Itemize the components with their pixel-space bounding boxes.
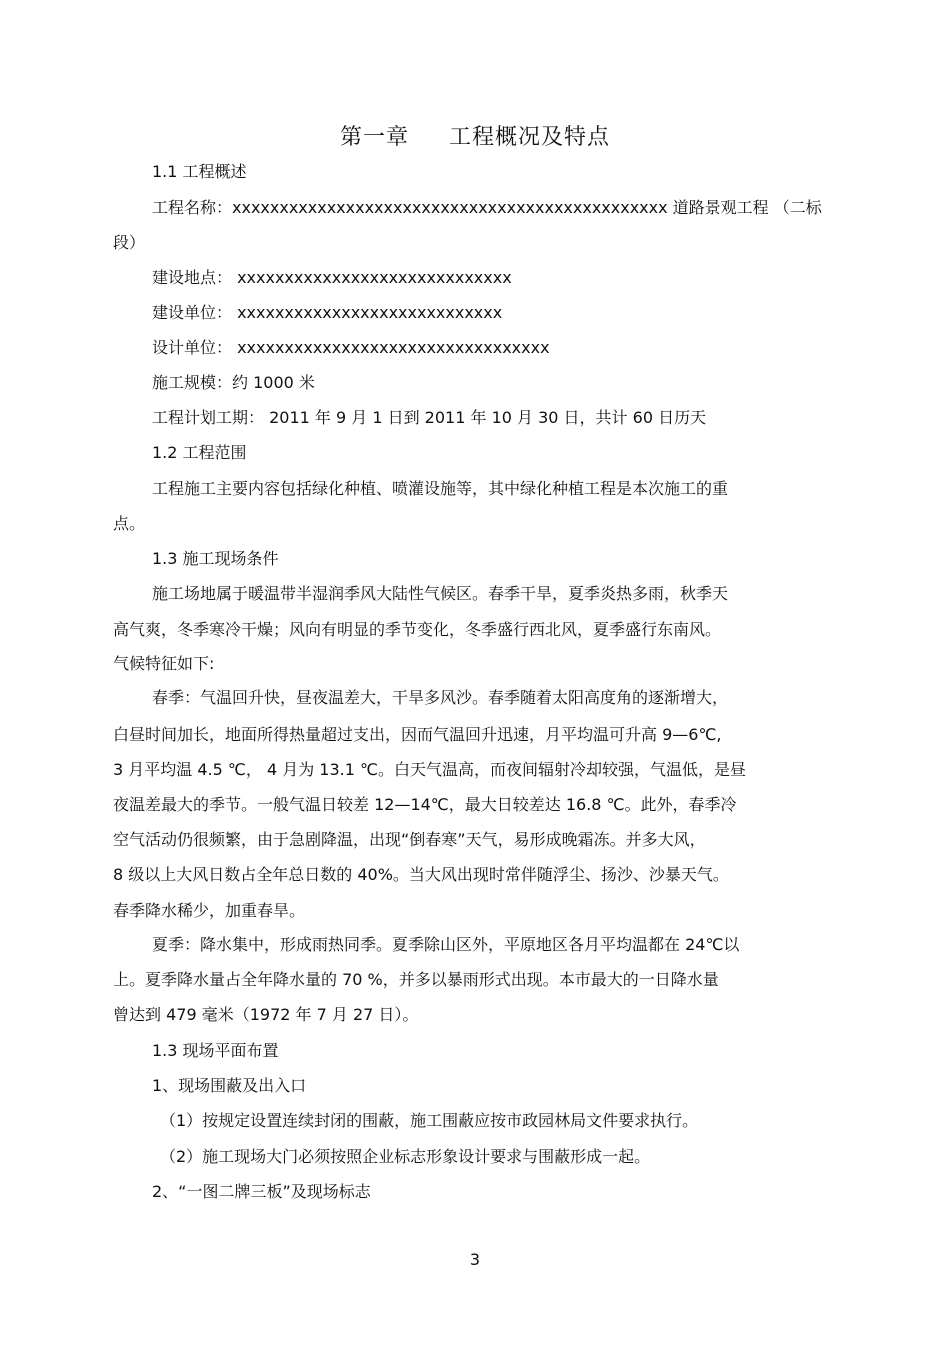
scale-line: 施工规模：约 1000 米 [152,373,315,392]
text-line: 点。 [113,514,146,533]
section-heading-1-3: 1.3 施工现场条件 [152,549,279,568]
text-line: 高气爽，冬季寒冷干燥；风向有明显的季节变化，冬季盛行西北风，夏季盛行东南风。 [113,620,722,639]
section-heading-site-layout: 1.3 现场平面布置 [152,1041,279,1060]
text-line: 工程施工主要内容包括绿化种植、喷灌设施等，其中绿化种植工程是本次施工的重 [152,479,729,498]
construction-site-line: 建设地点： xxxxxxxxxxxxxxxxxxxxxxxxxxxxx [152,268,512,287]
list-item: （1）按规定设置连续封闭的围蔽，施工围蔽应按市政园林局文件要求执行。 [160,1111,699,1130]
text-line: 夏季：降水集中，形成雨热同季。夏季除山区外，平原地区各月平均温都在 24℃以 [152,935,740,954]
text-line: 春季降水稀少，加重春旱。 [113,901,306,920]
subsection-heading: 1、现场围蔽及出入口 [152,1076,307,1095]
text-line: 施工场地属于暖温带半湿润季风大陆性气候区。春季干旱，夏季炎热多雨，秋季天 [152,584,729,603]
text-line: 3 月平均温 4.5 ℃， 4 月为 13.1 ℃。白天气温高，而夜间辐射冷却较强，气温低，是昼 [113,760,746,779]
text-line: 段） [113,233,146,252]
text-line: 8 级以上大风日数占全年总日数的 40%。当大风出现时常伴随浮尘、扬沙、沙暴天气。 [113,865,729,884]
page-number: 3 [469,1250,481,1269]
chapter-number: 第一章 [339,125,409,150]
section-heading-1-1: 1.1 工程概述 [152,162,247,181]
construction-unit-line: 建设单位： xxxxxxxxxxxxxxxxxxxxxxxxxxxx [152,303,503,322]
text-line: 上。夏季降水量占全年降水量的 70 %，并多以暴雨形式出现。本市最大的一日降水量 [113,970,719,989]
section-heading-1-2: 1.2 工程范围 [152,443,247,462]
chapter-heading [0,120,950,151]
subsection-heading: 2、“一图二牌三板”及现场标志 [152,1182,371,1201]
project-name-line: 工程名称：xxxxxxxxxxxxxxxxxxxxxxxxxxxxxxxxxxxxxxxxxxxxxx 道路景观工程 （二标 [152,198,822,217]
schedule-line: 工程计划工期： 2011 年 9 月 1 日到 2011 年 10 月 30 日，共计 60 日历天 [152,408,707,427]
text-line: 白昼时间加长，地面所得热量超过支出，因而气温回升迅速，月平均温可升高 9—6℃, [113,725,722,744]
list-item: （2）施工现场大门必须按照企业标志形象设计要求与围蔽形成一起。 [160,1147,651,1166]
text-line: 夜温差最大的季节。一般气温日较差 12—14℃，最大日较差达 16.8 ℃。此外，春季冷 [113,795,737,814]
text-line: 春季：气温回升快，昼夜温差大，干旱多风沙。春季随着太阳高度角的逐渐增大， [152,688,729,707]
design-unit-line: 设计单位： xxxxxxxxxxxxxxxxxxxxxxxxxxxxxxxxx [152,338,550,357]
text-line: 气候特征如下: [113,654,215,673]
text-line: 曾达到 479 毫米（1972 年 7 月 27 日）。 [113,1005,419,1024]
text-line: 空气活动仍很频繁，由于急剧降温，出现“倒春寒”天气，易形成晚霜冻。并多大风， [113,830,706,849]
chapter-title: 工程概况及特点 [449,125,611,150]
